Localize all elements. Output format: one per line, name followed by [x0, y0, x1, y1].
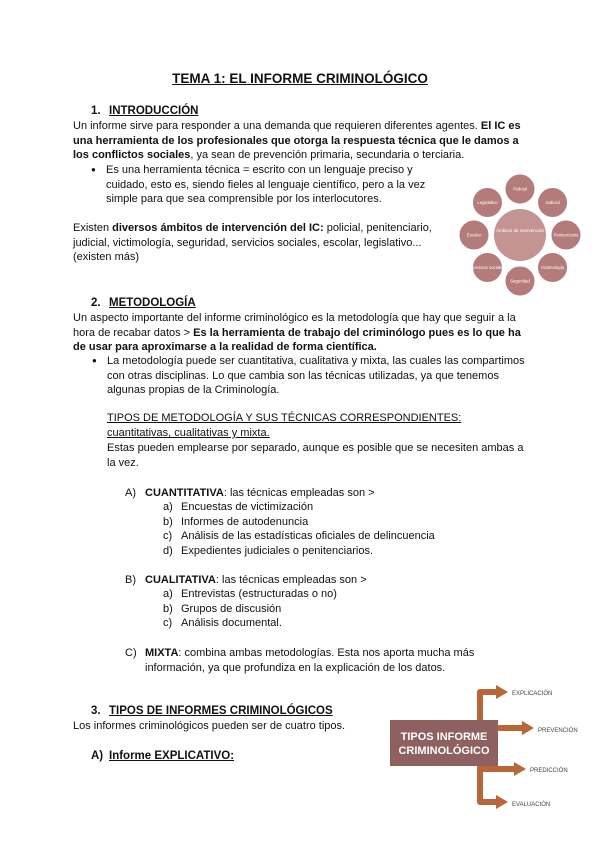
- types-note: Estas pueden emplearse por separado, aunque es posible que se necesiten ambas a la vez.: [107, 442, 524, 469]
- section-number: 2.: [91, 297, 101, 309]
- diagram-node-label: Legislativo: [477, 199, 498, 205]
- list-text: Entrevistas (estructuradas o no): [181, 588, 337, 600]
- section-1-heading: [91, 104, 198, 119]
- section-title: METODOLOGÍA: [109, 297, 196, 309]
- list-text: Expedientes judiciales o penitenciarios.: [181, 544, 374, 557]
- text: Un informe sirve para responder a una demanda que requieren diferentes agentes.: [73, 120, 481, 132]
- report-types-diagram: [388, 682, 588, 814]
- bullet-item: ● La metodología puede ser cuantitativa, cualitativa y mixta, las cuales las compartimos con otras disciplinas. Lo que cambia son las técnicas utilizadas, ya que tenemos algunas propias de la Criminología.: [107, 354, 529, 398]
- list-label: A): [91, 750, 104, 762]
- diagram-node-label: Servicios sociales: [470, 265, 505, 271]
- method-mixed: [125, 646, 485, 675]
- list-label: c): [163, 530, 173, 543]
- list-label: B): [125, 574, 136, 586]
- subsection-title: Informe EXPLICATIVO:: [109, 750, 235, 762]
- text: Un aspecto importante del informe criminológico es la metodología que hay que seguir a la hora de recabar datos >: [73, 312, 516, 339]
- method-name: CUALITATIVA: [145, 574, 216, 586]
- list-item: [163, 515, 308, 530]
- arrow-prediccion: [480, 766, 516, 769]
- text: , ya sean de prevención primaria, secundaria o terciaria.: [190, 149, 465, 161]
- method-qualitative: [125, 573, 367, 588]
- types-box-line1: TIPOS INFORME: [400, 731, 488, 743]
- text: : las técnicas empleadas son >: [223, 487, 375, 499]
- diagram-node-label: Judicial: [545, 199, 560, 205]
- arrow-head: [496, 795, 508, 809]
- list-text: Análisis documental.: [181, 617, 282, 630]
- bold-text: El IC es una herramienta de los profesionales que otorga la respuesta técnica que le damos a los conflictos sociales: [73, 120, 521, 161]
- intervention-paragraph: [73, 221, 443, 265]
- list-item: [163, 587, 337, 602]
- types-heading: TIPOS DE METODOLOGÍA Y SUS TÉCNICAS CORRESPONDIENTES:: [107, 412, 462, 424]
- diagram-node-label: Penitenciario: [553, 232, 579, 238]
- diagram-center-label: Ámbitos de intervención: [495, 228, 545, 233]
- arrow-head: [514, 762, 526, 776]
- methodology-paragraph: [73, 311, 533, 355]
- list-label: C): [125, 647, 137, 659]
- types-box-line2: CRIMINOLÓGICO: [398, 745, 490, 757]
- list-text: Informes de autodenuncia: [181, 515, 309, 528]
- list-item: [163, 602, 281, 617]
- list-label: b): [163, 515, 173, 528]
- section-number: 3.: [91, 705, 101, 717]
- list-label: a): [163, 501, 173, 513]
- list-label: a): [163, 588, 173, 600]
- list-item: [163, 616, 282, 631]
- intro-paragraph: [73, 119, 533, 163]
- diagram-node-label: Victimología: [540, 265, 565, 271]
- text: : las técnicas empleadas son >: [215, 574, 367, 586]
- branch-label-evaluacion: EVALUACIÓN: [512, 802, 551, 808]
- branch-label-explicacion: EXPLICACIÓN: [512, 691, 553, 697]
- list-label: A): [125, 487, 136, 499]
- list-text: Grupos de discusión: [181, 602, 282, 615]
- method-name: CUANTITATIVA: [145, 487, 224, 499]
- list-text: Encuestas de victimización: [181, 501, 314, 513]
- bullet-item: ● Es una herramienta técnica = escrito con un lenguaje preciso y cuidado, esto es, siendo fieles al lenguaje científico, pero a la vez simple para que sea comprensible por los interlocutores.: [106, 163, 431, 207]
- list-label: c): [163, 617, 173, 630]
- text: : combina ambas metodologías. Esta nos aporta mucha más información, ya que profundiza en la explicación de los datos.: [145, 647, 475, 674]
- diagram-center-node: [494, 209, 546, 261]
- types-paragraph: Los informes criminológicos pueden ser de cuatro tipos.: [73, 720, 346, 732]
- section-number: 1.: [91, 105, 101, 117]
- bold-text: Es la herramienta de trabajo del criminólogo pues es lo que ha de usar para aproximarse a la realidad de forma científica.: [73, 326, 521, 353]
- method-quantitative: [125, 486, 375, 501]
- branch-label-prevencion: PREVENCIÓN: [538, 728, 578, 734]
- intervention-diagram: [452, 174, 584, 298]
- arrow-heads: [496, 685, 534, 809]
- list-label: b): [163, 602, 173, 615]
- types-box: [390, 720, 498, 766]
- diagram-node-label: Seguridad: [510, 278, 530, 284]
- text: policial, penitenciario, judicial, victimología, seguridad, servicios sociales, escolar, legislativo... (existen más): [73, 222, 432, 263]
- diagram-node-label: Escolar: [466, 232, 482, 238]
- section-title: INTRODUCCIÓN: [109, 105, 199, 117]
- section-3-heading: [91, 704, 333, 719]
- diagram-node-label: Policial: [513, 186, 527, 192]
- subsection-heading: [91, 749, 234, 764]
- list-text: Análisis de las estadísticas oficiales de delincuencia: [181, 530, 435, 543]
- section-2-heading: [91, 296, 196, 311]
- arrow-head: [496, 685, 508, 699]
- bold-text: diversos ámbitos de intervención del IC:: [112, 222, 324, 234]
- method-name: MIXTA: [145, 647, 179, 659]
- branch-label-prediccion: PREDICCIÓN: [530, 768, 568, 774]
- arrow-head: [522, 721, 534, 735]
- list-item: [163, 500, 313, 515]
- section-title: TIPOS DE INFORMES CRIMINOLÓGICOS: [109, 705, 333, 717]
- text: Existen: [73, 222, 113, 234]
- arrow-explicacion: [480, 692, 498, 720]
- list-label: d): [163, 544, 173, 557]
- list-item: [163, 529, 435, 544]
- list-item: [163, 544, 373, 559]
- page-title: TEMA 1: EL INFORME CRIMINOLÓGICO: [172, 71, 428, 86]
- types-subheading: cuantitativas, cualitativas y mixta.: [107, 427, 270, 439]
